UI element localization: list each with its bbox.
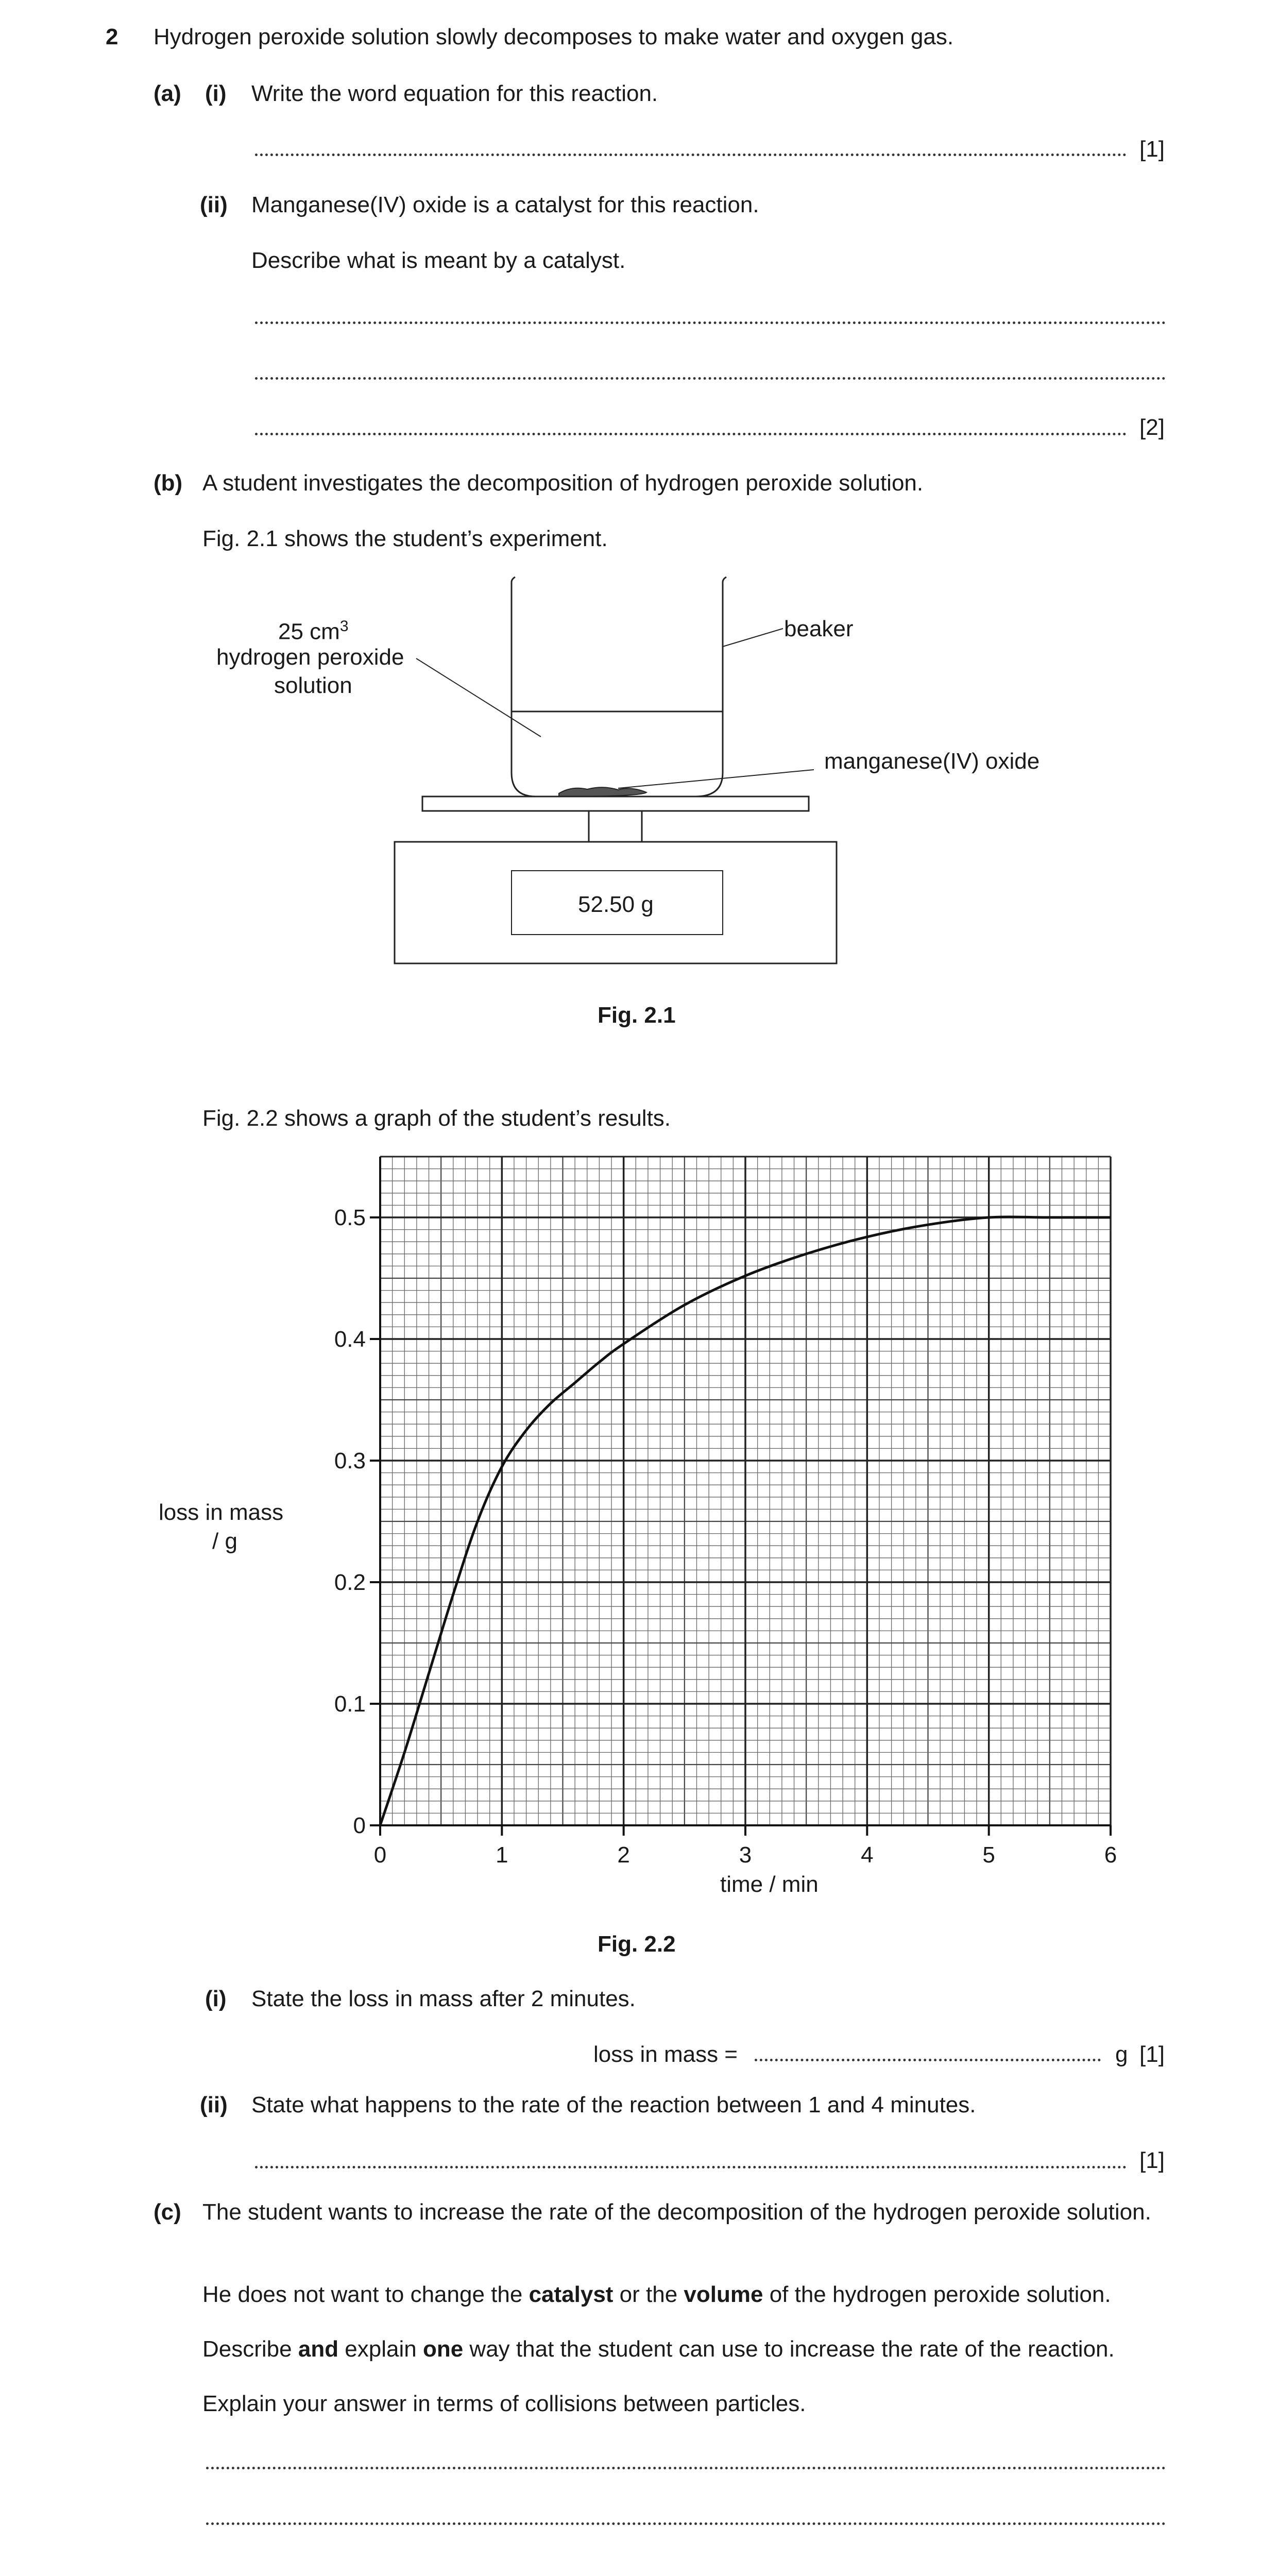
fig-2-2-caption: Fig. 2.2 — [598, 1931, 676, 1957]
answer-line[interactable] — [255, 377, 1166, 380]
answer-line[interactable] — [255, 433, 1127, 435]
part-c-label: (c) — [154, 2199, 181, 2225]
mark-allocation: [2] — [1139, 415, 1165, 440]
part-a-i-text: Write the word equation for this reaction. — [251, 81, 658, 106]
fig-2-1-diagram — [0, 567, 1278, 1030]
answer-line[interactable] — [755, 2059, 1101, 2061]
label-line-catalyst — [618, 770, 814, 788]
label-line-beaker — [723, 629, 783, 647]
part-a-label: (a) — [154, 81, 181, 106]
y-tick-label: 0.4 — [334, 1327, 366, 1352]
answer-line[interactable] — [206, 2522, 1166, 2525]
label-beaker: beaker — [784, 616, 854, 641]
fig-2-1-caption: Fig. 2.1 — [598, 1003, 676, 1028]
mark-allocation: [1] — [1139, 2042, 1165, 2067]
fig1-intro: Fig. 2.1 shows the student’s experiment. — [202, 526, 608, 551]
answer-unit: g — [1115, 2042, 1128, 2067]
y-axis-label: loss in mass — [159, 1500, 284, 1525]
part-c-text-2: He does not want to change the catalyst or the volume of the hydrogen peroxide solution. — [202, 2282, 1111, 2307]
x-tick-label: 0 — [373, 1842, 387, 1868]
answer-prefix: loss in mass = — [593, 2042, 738, 2067]
y-tick-label: 0.2 — [334, 1570, 366, 1595]
part-a-ii-text: Manganese(IV) oxide is a catalyst for this reaction. — [251, 192, 759, 217]
mark-allocation: [1] — [1139, 137, 1165, 162]
label-solution: solution — [274, 673, 352, 698]
x-tick-label: 4 — [861, 1842, 874, 1868]
x-tick-label: 1 — [496, 1842, 508, 1868]
part-b-i-label: (i) — [205, 1986, 227, 2011]
balance-reading: 52.50 g — [578, 892, 654, 917]
x-axis-label: time / min — [720, 1872, 819, 1897]
x-tick-label: 5 — [982, 1842, 995, 1868]
part-c-text-4: Explain your answer in terms of collisions between particles. — [202, 2391, 806, 2416]
x-tick-label: 3 — [739, 1842, 752, 1868]
x-tick-label: 6 — [1104, 1842, 1117, 1868]
answer-line[interactable] — [255, 321, 1166, 324]
y-axis-unit: / g — [212, 1529, 237, 1554]
y-tick-label: 0.3 — [334, 1448, 366, 1473]
part-b-ii-text: State what happens to the rate of the reaction between 1 and 4 minutes. — [251, 2092, 976, 2117]
part-a-ii-question: Describe what is meant by a catalyst. — [251, 248, 626, 273]
part-b-label: (b) — [154, 470, 183, 496]
fig2-intro: Fig. 2.2 shows a graph of the student’s results. — [202, 1106, 671, 1131]
y-tick-label: 0 — [353, 1813, 366, 1838]
part-b-i-text: State the loss in mass after 2 minutes. — [251, 1986, 636, 2011]
part-a-i-label: (i) — [205, 81, 227, 106]
label-hydrogen-peroxide: hydrogen peroxide — [216, 645, 404, 670]
beaker-outline — [512, 582, 723, 796]
balance-pan — [422, 796, 809, 811]
mark-allocation: [1] — [1139, 2148, 1165, 2173]
label-catalyst: manganese(IV) oxide — [824, 749, 1040, 774]
answer-line[interactable] — [255, 2166, 1127, 2168]
part-b-intro: A student investigates the decomposition of hydrogen peroxide solution. — [202, 470, 924, 496]
answer-line[interactable] — [255, 154, 1127, 156]
y-tick-label: 0.1 — [334, 1691, 366, 1717]
question-number: 2 — [106, 24, 118, 49]
manganese-oxide-solid — [559, 787, 646, 796]
part-c-text-1: The student wants to increase the rate of the decomposition of the hydrogen peroxide solution. — [202, 2199, 1151, 2225]
question-stem: Hydrogen peroxide solution slowly decomposes to make water and oxygen gas. — [154, 24, 954, 49]
part-c-text-3: Describe and explain one way that the student can use to increase the rate of the reaction. — [202, 2336, 1115, 2362]
balance-stem — [589, 811, 642, 842]
x-tick-label: 2 — [617, 1842, 630, 1868]
label-line-solution — [416, 658, 541, 737]
part-a-ii-label: (ii) — [200, 192, 228, 217]
y-tick-label: 0.5 — [334, 1205, 366, 1230]
part-b-ii-label: (ii) — [200, 2092, 228, 2117]
label-volume: 25 $cm^3$ — [278, 618, 349, 645]
answer-line[interactable] — [206, 2467, 1166, 2469]
